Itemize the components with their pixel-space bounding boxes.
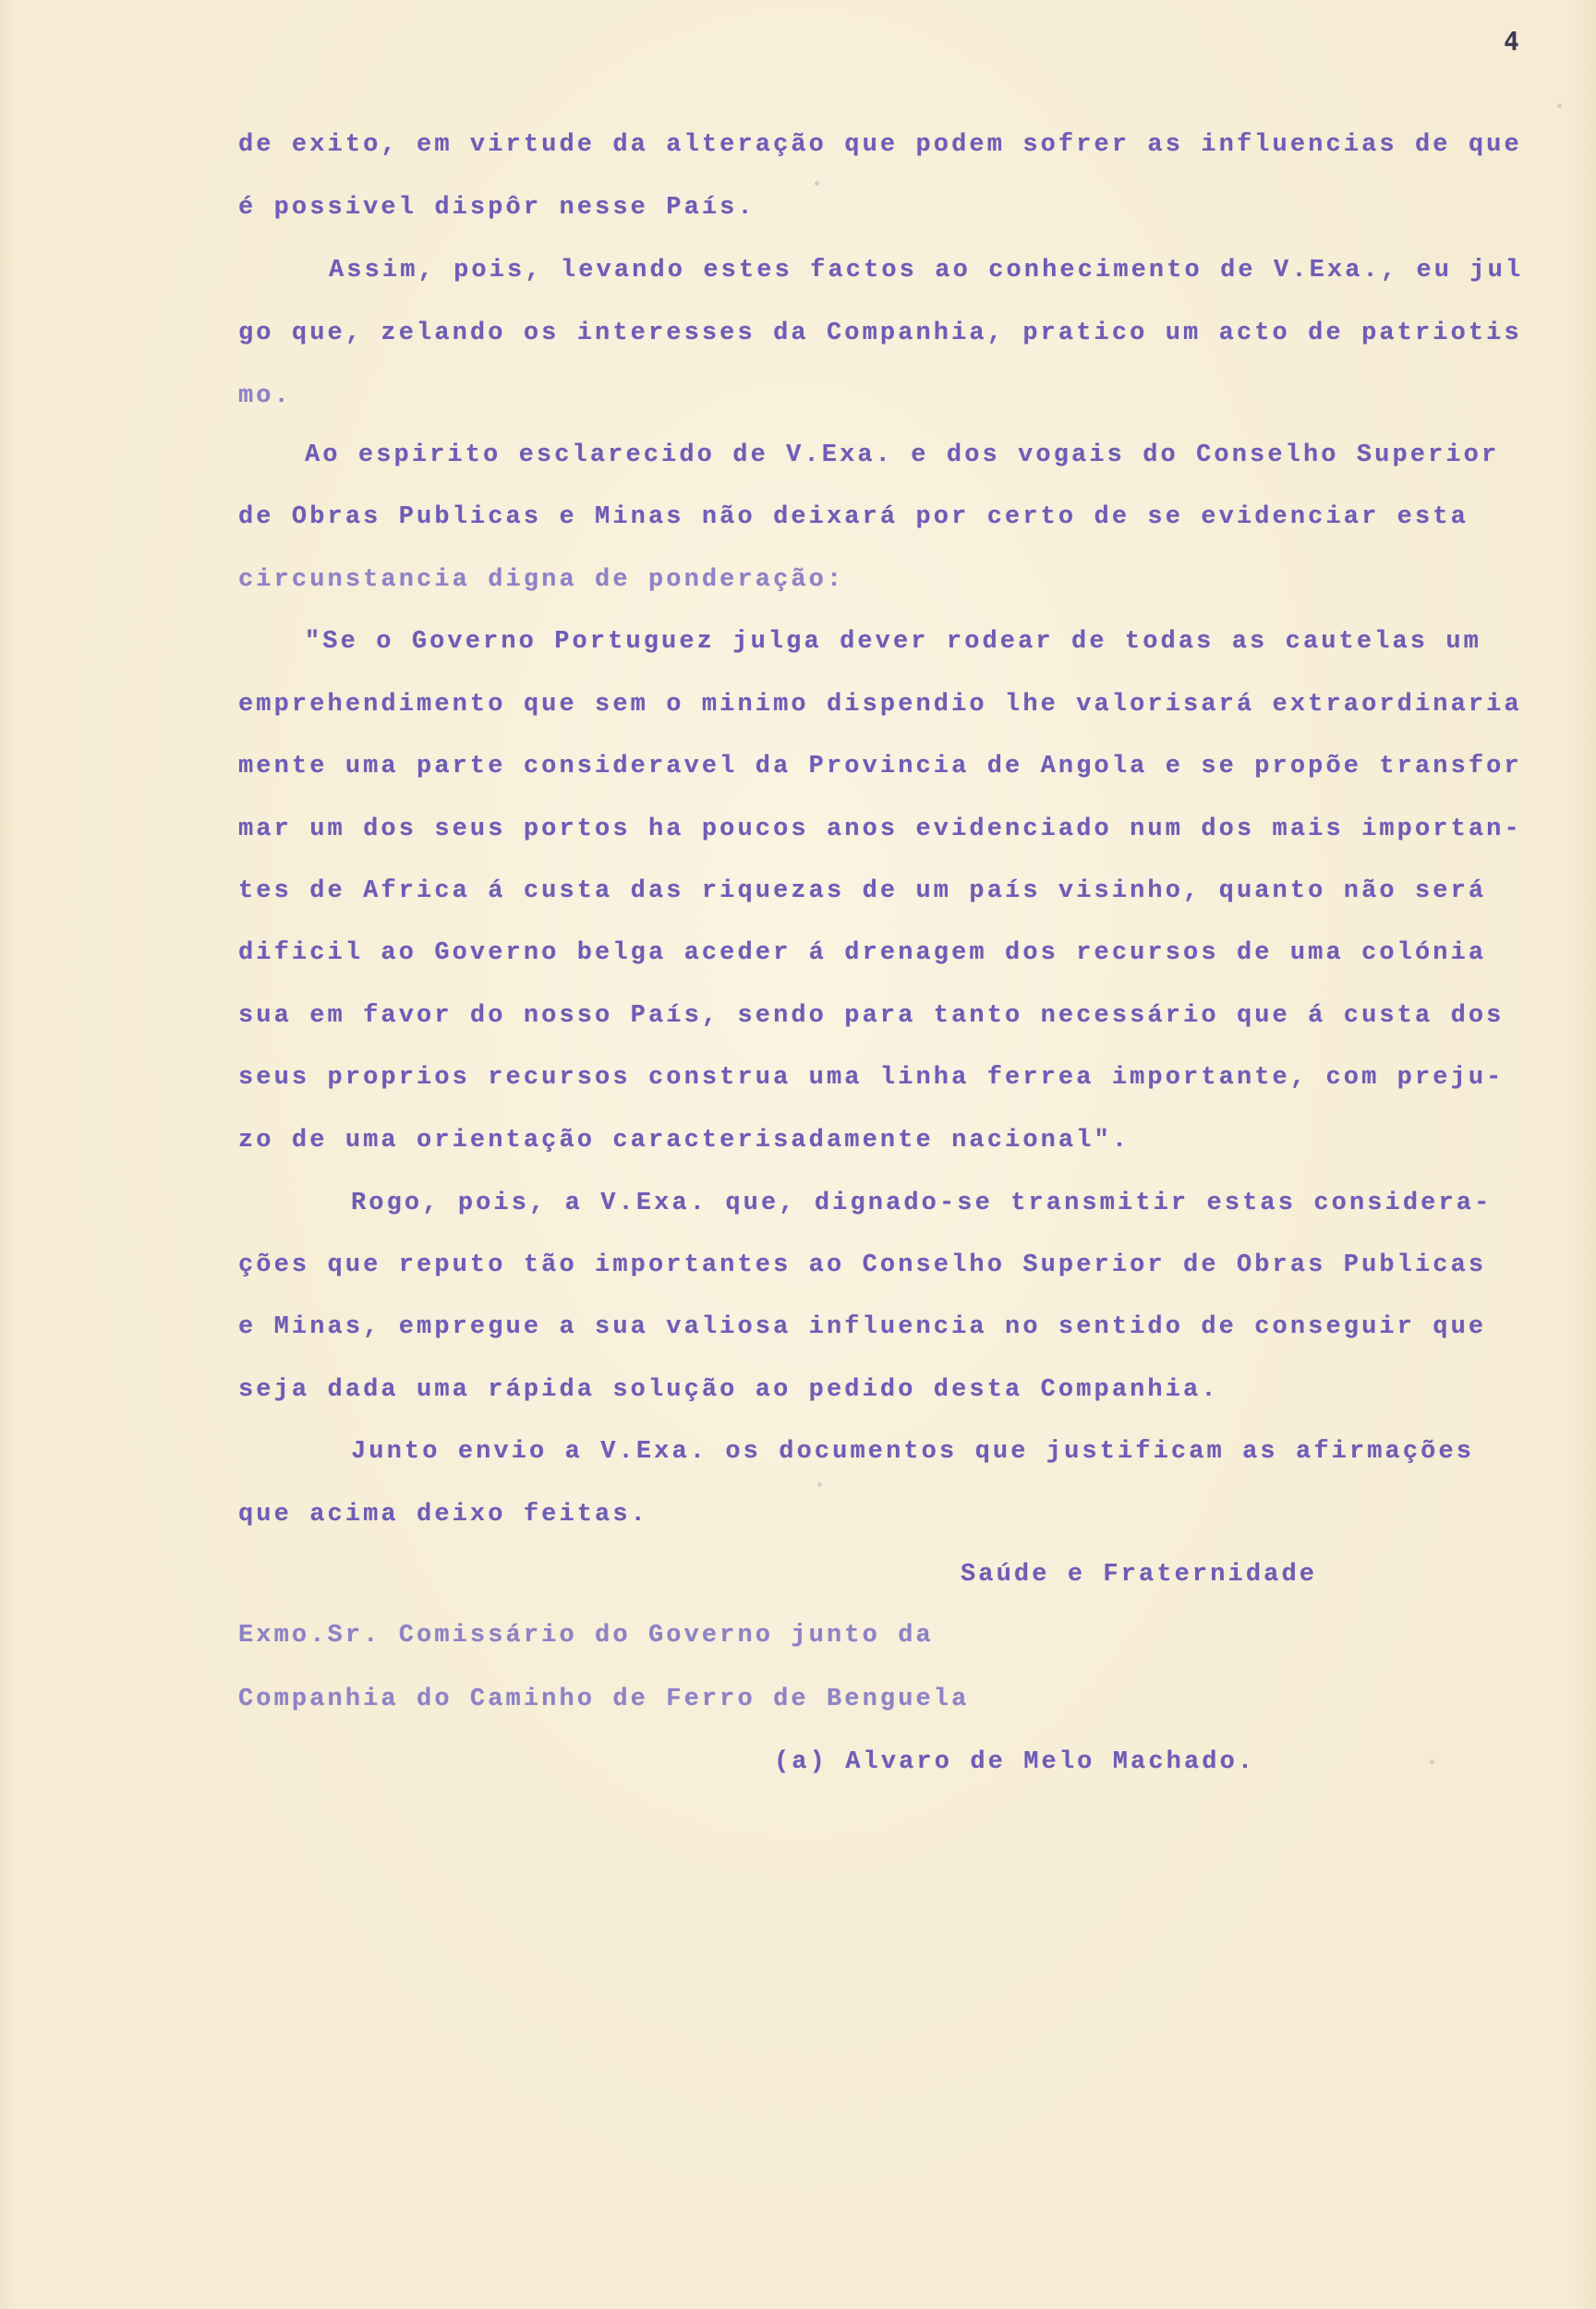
paper-speck: [817, 1482, 822, 1487]
body-line: mo.: [238, 382, 292, 410]
body-line: go que, zelando os interesses da Companhia, pratico um acto de patriotis: [238, 320, 1522, 347]
body-line: Junto envio a V.Exa. os documentos que justificam as afirmações: [351, 1438, 1475, 1466]
body-line: de exito, em virtude da alteração que podem sofrer as influencias de que: [238, 131, 1522, 159]
body-line: mar um dos seus portos ha poucos anos evidenciado num dos mais importan-: [238, 816, 1522, 843]
body-line: emprehendimento que sem o minimo dispendio lhe valorisará extraordinaria: [238, 691, 1522, 719]
body-line: que acima deixo feitas.: [238, 1501, 648, 1529]
body-line: de Obras Publicas e Minas não deixará por certo de se evidenciar esta: [238, 503, 1469, 531]
body-line: mente uma parte consideravel da Provincia de Angola e se propõe transfor: [238, 753, 1522, 780]
body-line: Ao espirito esclarecido de V.Exa. e dos vogais do Conselho Superior: [305, 441, 1500, 469]
body-line: Rogo, pois, a V.Exa. que, dignado-se transmitir estas considera-: [351, 1190, 1493, 1217]
body-line: circunstancia digna de ponderação:: [238, 566, 845, 594]
addressee-line: Companhia do Caminho de Ferro de Benguela: [238, 1686, 970, 1713]
paper-speck: [1430, 1759, 1434, 1764]
addressee-line: Exmo.Sr. Comissário do Governo junto da: [238, 1622, 934, 1650]
body-line: dificil ao Governo belga aceder á drenagem dos recursos de uma colónia: [238, 939, 1487, 967]
body-line: tes de Africa á custa das riquezas de um país visinho, quanto não será: [238, 877, 1487, 905]
body-line: é possivel dispôr nesse País.: [238, 194, 756, 222]
signature: (a) Alvaro de Melo Machado.: [774, 1748, 1256, 1776]
paper-speck: [815, 181, 819, 186]
body-line: "Se o Governo Portuguez julga dever rodear de todas as cautelas um: [305, 628, 1481, 656]
body-line: Assim, pois, levando estes factos ao conhecimento de V.Exa., eu jul: [329, 257, 1524, 284]
body-line: seja dada uma rápida solução ao pedido desta Companhia.: [238, 1376, 1219, 1404]
page-number: 4: [1504, 26, 1519, 56]
body-line: e Minas, empregue a sua valiosa influencia no sentido de conseguir que: [238, 1313, 1487, 1341]
body-line: sua em favor do nosso País, sendo para tanto necessário que á custa dos: [238, 1002, 1505, 1030]
closing-salutation: Saúde e Fraternidade: [961, 1561, 1318, 1589]
body-line: ções que reputo tão importantes ao Conselho Superior de Obras Publicas: [238, 1251, 1487, 1279]
paper-speck: [1557, 103, 1562, 108]
body-line: zo de uma orientação caracterisadamente nacional".: [238, 1127, 1130, 1154]
body-line: seus proprios recursos construa uma linha ferrea importante, com preju-: [238, 1064, 1505, 1092]
